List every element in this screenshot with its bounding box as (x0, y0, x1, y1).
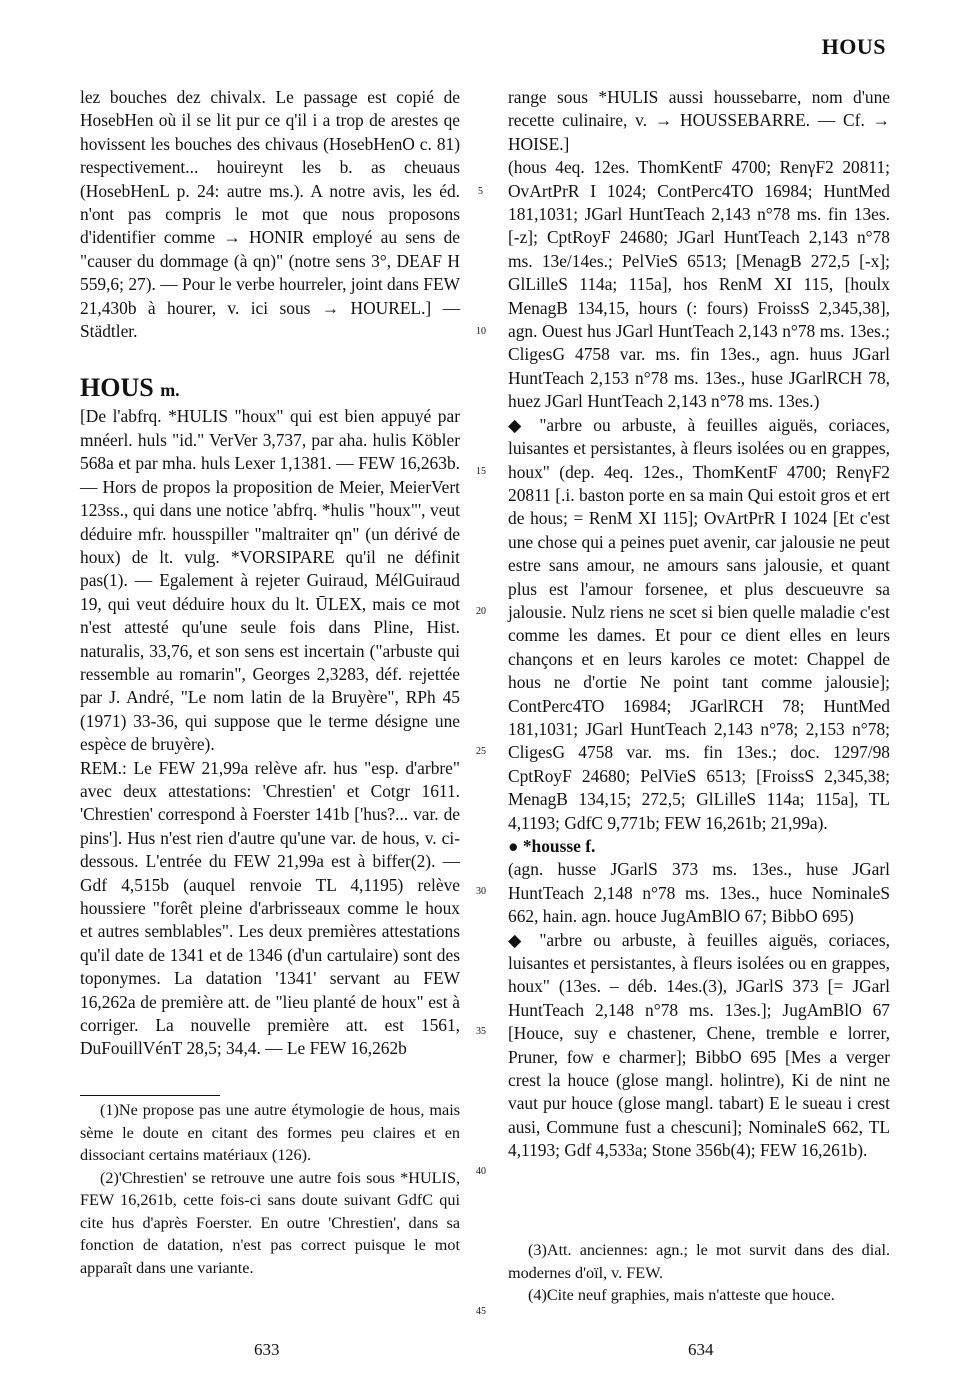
footnotes-right (508, 1239, 890, 1307)
sub-forms-paragraph: (agn. husse JGarlS 373 ms. 13es., huse JGarl HuntTeach 2,148 n°78 ms. 13es., huce NominaleS 662, hain. agn. houce JugAmBlO 67; BibbO 695) (508, 859, 890, 927)
remark-paragraph: REM.: Le FEW 21,99a relève afr. hus "esp. d'arbre" avec deux attestations: 'Chrestien' et Cotgr 1611. 'Chrestien' correspond à Foerster 141b ['hus?... var. de pins']. Hus n'est rien d'autre qu'une var. de hous, v. ci-dessous. L'entrée du FEW 21,99a est à biffer(2). — Gdf 4,515b (auquel renvoie TL 4,1195) relève houssiere "forêt pleine d'arbrisseaux comme le houx et autres semblables". Les deux premières attestations qu'il date de 1341 et de 1346 (d'un cartulaire) sont des toponymes. La datation '1341' servant au FEW 16,262a de première att. de "lieu planté de houx" est à corriger. La nouvelle première att. est 1561, DuFouillVénT 28,5; 34,4. — Le FEW 16,262b (80, 757, 460, 1059)
etymology-paragraph: [De l'abfrq. *HULIS "houx" qui est bien appuyé par mnéerl. huls "id." VerVer 3,737, par aha. hulis Köbler 568a et par mha. huls Lexer 1,1381. — FEW 16,263b. — Hors de propos la proposition de Meier, MeierVert 123ss., qui dans une notice 'abfrq. *hulis "houx"', veut déduire mfr. housspiller "maltraiter qn" (un dérivé de houx) de lt. vulg. *VORSIPARE qu'il ne définit pas(1). — Egalement à rejeter Guiraud, MélGuiraud 19, qui veut déduire houx du lt. ŪLEX, mais ce mot n'est attesté qu'une seule fois dans Pline, Hist. naturalis, 33,76, et son sens est incertain ("arbuste qui ressemble au romarin", Georges 2,3283, déf. rejettée par J. André, "Le nom latin de la Bruyère", RPh 45 (1971) 33-36, qui suppose que le terme désigne une espèce de bruyère). (80, 406, 460, 755)
footnotes-left (80, 1099, 460, 1279)
line-number: 40 (476, 1166, 486, 1177)
line-number: 5 (478, 186, 483, 197)
entry-headword: HOUS (80, 373, 154, 403)
footnote-4: (4)Cite neuf graphies, mais n'atteste que houce. (528, 1286, 835, 1304)
sub-headword: ● *housse f. (508, 836, 596, 856)
footnote-1: (1)Ne propose pas une autre étymologie de hous, mais sème le doute en citant des formes peu claires et en dissociant certains matériaux (126). (80, 1101, 460, 1164)
left-paragraph-continuation: lez bouches dez chivalx. Le passage est copié de HosebHen où il se lit pur ce q'il i a trop de arestes qe hovissent les bouches des chivaus (HosebHenO c. 81) respectivement... houireynt les b. as cheuaus (HosebHenL p. 24: autre ms.). A notre avis, les éd. n'ont pas compris le mot que nous proposons d'identifier comme → HONIR employé au sens de "causer du dommage (à qn)" (notre sens 3°, DEAF H 559,6; 27). — Pour le verbe hourreler, joint dans FEW 21,430b à hourer, v. ici sous → HOUREL.] — Städtler. (80, 87, 460, 342)
footnote-2: (2)'Chrestien' se retrouve une autre fois sous *HULIS, FEW 16,261b, cette fois-ci sans doute suivant GdfC qui cite hus d'après Foerster. En outre 'Chrestien', dans sa fonction de datation, n'est pas correct puisque le mot apparaît dans une variante. (80, 1168, 460, 1277)
line-number: 35 (476, 1026, 486, 1037)
line-number: 20 (476, 606, 486, 617)
right-column (508, 86, 890, 1163)
line-number: 45 (476, 1306, 486, 1317)
right-paragraph-continuation: range sous *HULIS aussi houssebarre, nom d'une recette culinaire, v. → HOUSSEBARRE. — Cf. → HOISE.] (508, 87, 890, 154)
line-number: 15 (476, 466, 486, 477)
footnote-3: (3)Att. anciennes: agn.; le mot survit dans des dial. modernes d'oïl, v. FEW. (508, 1241, 890, 1282)
forms-paragraph: (hous 4eq. 12es. ThomKentF 4700; RenγF2 20811; OvArtPrR I 1024; ContPerc4TO 16984; HuntMed 181,1031; JGarl HuntTeach 2,143 n°78 ms. fin 13es. [-z]; CptRoyF 24680; JGarl HuntTeach 2,143 n°78 ms. 13e/14es.; PelVieS 6513; [MenagB 272,5 [-x]; GlLilleS 114a; 115a], hos RenM XI 115, [houlx MenagB 134,15, hours (: fours) FroissS 2,345,38], agn. Ouest hus JGarl HuntTeach 2,143 n°78 ms. 13es.; CligesG 4758 var. ms. fin 13es., agn. huus JGarl HuntTeach 2,153 n°78 ms. 13es., huse JGarlRCH 78, huez JGarl HuntTeach 2,143 n°78 ms. 13es.) (508, 157, 890, 412)
footnote-rule-left (80, 1095, 220, 1096)
line-number: 10 (476, 326, 486, 337)
sub-sense-paragraph: ◆ "arbre ou arbuste, à feuilles aiguës, coriaces, luisantes et persistantes, à fleurs isolées ou en grappes, houx" (13es. – déb. 14es.(3), JGarlS 373 [= JGarl HuntTeach 2,148 n°78 ms. 13es.]; JugAmBlO 67 [Houce, suy e chastener, Chene, tremble e lorrer, Pruner, fow e charmer]; BibbO 695 [Mes a verger crest la houce (glose mangl. holintre), Ki de nint ne vaut pur houce (glose mangl. tabart) E le sueau i crest ausi, Commune fust a chescuni]; NominaleS 662, TL 4,1193; Gdf 4,533a; Stone 356b(4); FEW 16,261b). (508, 929, 890, 1161)
folio-left: 633 (254, 1340, 280, 1359)
left-column (80, 86, 460, 1061)
running-head: HOUS (821, 34, 886, 59)
entry-gender: m. (160, 380, 180, 401)
line-number: 30 (476, 886, 486, 897)
sense-paragraph: ◆ "arbre ou arbuste, à feuilles aiguës, coriaces, luisantes et persistantes, à fleurs isolées ou en grappes, houx" (dep. 4eq. 12es., ThomKentF 4700; RenγF2 20811 [.i. baston porte en sa main Qui estoit gros et ert de hous; = RenM XI 115]; OvArtPrR I 1024 [Et c'est une chose qui a peines puet avenir, car jalousie ne peut estre sans amour, ne amours sans jalousie, et quant plus est l'amour forsenee, et plus descueuvre sa jalousie. Nulz riens ne scet si bien quelle maladie c'est comme les dames. Et pour ce dient elles en leurs chançons et en leurs karoles ce motet: Chappel de hous ne d'ortie Ne point tant comme jalousie]; ContPerc4TO 16984; JGarlRCH 78; HuntMed 181,1031; JGarl HuntTeach 2,143 n°78; 2,153 n°78; CligesG 4758 var. ms. fin 13es.; doc. 1297/98 CptRoyF 24680; PelVieS 6513; [FroissS 2,345,38; MenagB 134,15; 272,5; GlLilleS 114a; 115a], TL 4,1193; GdfC 9,771b; FEW 16,261b; 21,99a). (508, 414, 890, 833)
line-number: 25 (476, 746, 486, 757)
entry-heading (80, 373, 460, 405)
folio-right: 634 (688, 1340, 714, 1359)
